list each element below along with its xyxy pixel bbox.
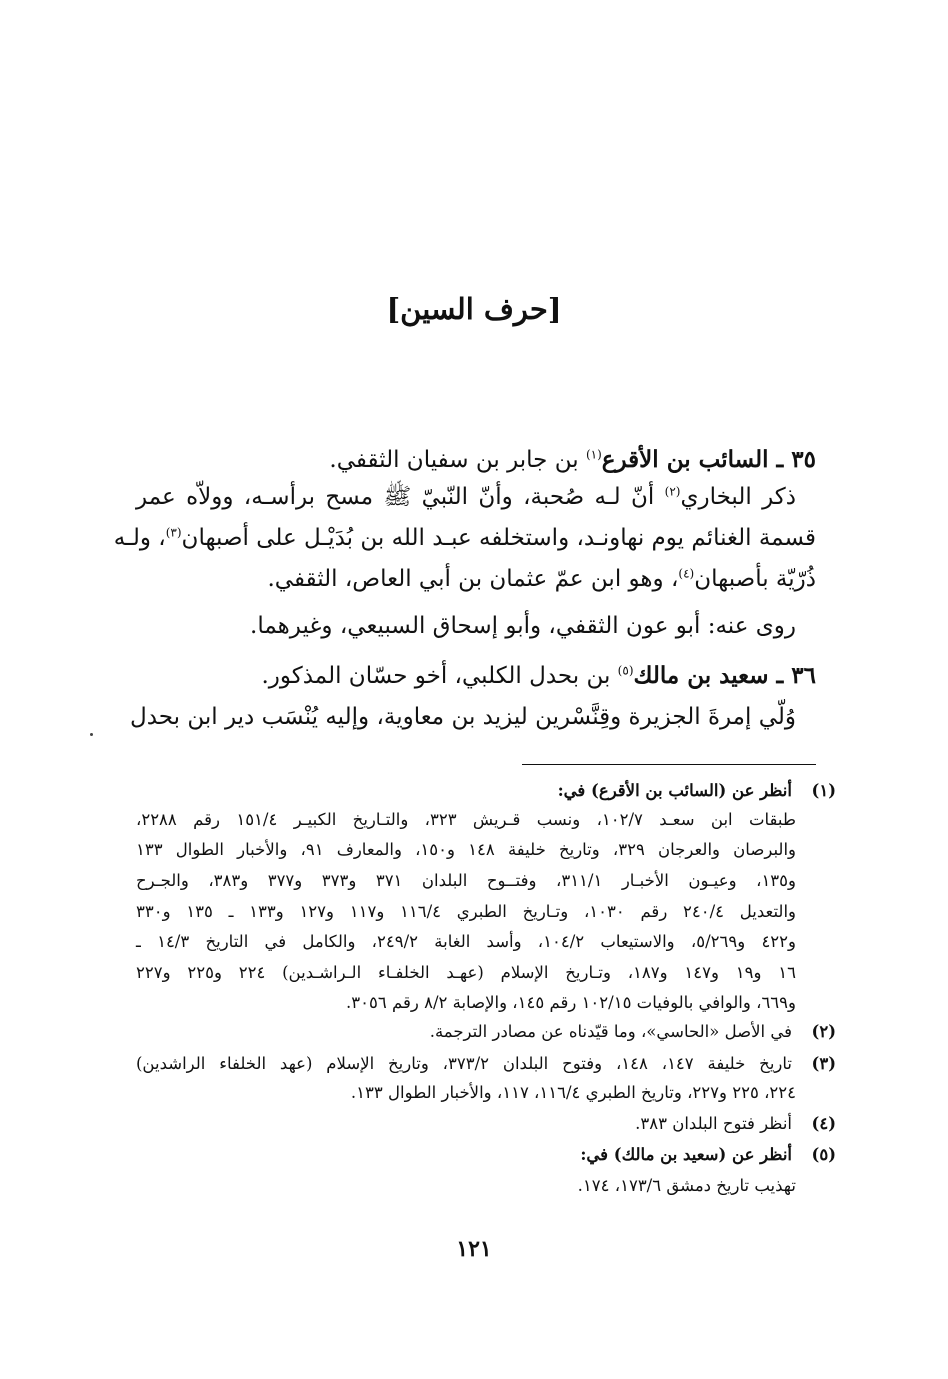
footnote-number: (٢) <box>811 1022 836 1041</box>
entry-35-lineage: بن جابر بن سفيان الثقفي. <box>329 447 586 473</box>
entry-35-text: ، ولـه <box>113 525 166 551</box>
entry-36-heading-line <box>136 656 816 696</box>
entry-35-narrators: روى عنه: أبو عون الثقفي، وأبو إسحاق السبيعي، وغيرهما. <box>250 613 796 639</box>
footnote-1-line: طبقات ابن سعـد ١٠٢/٧، ونسب قـريش ٣٢٣، والتـاريخ الكبيـر ١٥١/٤ رقم ٢٢٨٨، <box>136 810 797 829</box>
footnote-1-line: والبرصان والعرجان ٣٢٩، وتاريخ خليفة ١٤٨ و١٥٠، والمعارف ٩١، والأخبار الطوال ١٣٣ <box>136 840 796 859</box>
footnote-4 <box>136 1109 836 1138</box>
footnote-1-line: والتعديل ٢٤٠/٤ رقم ١٠٣٠، وتـاريخ الطبري ١١٦/٤ و١١٧ و١٢٧ و١٣٣ ـ ١٣٥ و٣٣٠ <box>136 902 797 921</box>
entry-35-line-3 <box>113 518 816 558</box>
footnote-number: (٣) <box>811 1054 837 1073</box>
section-title: [حرف السين] <box>386 292 562 326</box>
entry-35-text: ، وهو ابن عمّ عثمان بن أبي العاص، الثقفي. <box>267 566 679 592</box>
footnote-1 <box>136 776 836 805</box>
footnote-number: (١) <box>811 781 836 800</box>
footnote-text: أنظر عن (سعيد بن مالك) في: <box>580 1145 792 1164</box>
footnote-number: (٥) <box>811 1145 836 1164</box>
entry-35-text: قسمة الغنائم يوم نهاونـد، واستخلفه عبـد الله بن بُدَيْـل على أصبهان <box>181 525 816 551</box>
footnote-1-line: و١٣٥، وعيـون الأخبـار ٣١١/١، وفتــوح البلدان ٣٧١ و٣٧٣ و٣٧٧ و٣٨٣، والجـرح <box>136 871 796 890</box>
entry-35-heading: ٣٥ ـ السائب بن الأقرع <box>601 446 816 473</box>
footnote-ref-2[interactable]: (٢) <box>664 484 681 499</box>
scan-speck <box>90 733 93 736</box>
footnote-1-line: ١٦ و١٩ و١٤٧ و١٨٧، وتـاريخ الإسلام (عهـد الخلفـاء الـراشـدين) ٢٢٤ و٢٢٥ و٢٢٧ <box>136 963 796 982</box>
entry-36-lineage: بن بحدل الكلبي، أخو حسّان المذكور. <box>261 663 618 689</box>
footnote-number: (٤) <box>811 1114 836 1133</box>
entry-35-text: ذكر البخاري <box>680 484 796 510</box>
entry-35-text: أنّ لـه صُحبة، وأنّ النّبيّ ﷺ مسح برأسـه، وولاّه عمر <box>136 484 665 510</box>
footnote-ref-4[interactable]: (٤) <box>678 566 695 581</box>
footnote-3 <box>136 1049 836 1078</box>
entry-35-text: ذُرّيّة بأصبهان <box>694 566 816 592</box>
footnote-5-line: تهذيب تاريخ دمشق ١٧٣/٦، ١٧٤. <box>577 1176 796 1195</box>
entry-36-heading: ٣٦ ـ سعيد بن مالك <box>633 662 816 689</box>
footnote-ref-1[interactable]: (١) <box>585 447 602 462</box>
footnote-1-line: و٦٦٩، والوافي بالوفيات ١٠٢/١٥ رقم ١٤٥، والإصابة ٨/٢ رقم ٣٠٥٦. <box>346 993 796 1012</box>
footnote-1-line: و٤٢٢ و٥/٢٦٩، والاستيعاب ١٠٤/٢، وأسد الغابة ٢٤٩/٢، والكامل في التاريخ ١٤/٣ ـ <box>136 932 796 951</box>
page-number: ١٢١ <box>456 1236 492 1262</box>
footnote-2 <box>136 1017 836 1046</box>
footnote-ref-5[interactable]: (٥) <box>617 663 634 678</box>
footnote-text: في الأصل «الحاسي»، وما قيّدناه عن مصادر الترجمة. <box>429 1022 792 1041</box>
footnote-3-line: ٢٢٤، ٢٢٥ و٢٢٧، وتاريخ الطبري ١١٦/٤، ١١٧، والأخبار الطوال ١٣٣. <box>350 1083 796 1102</box>
entry-35-line-4 <box>136 559 816 599</box>
footnote-separator <box>522 764 816 765</box>
footnote-text: أنظر عن (السائب بن الأقرع) في: <box>557 781 792 800</box>
footnote-text: تاريخ خليفة ١٤٧، ١٤٨، وفتوح البلدان ٣٧٣/٢، وتاريخ الإسلام (عهد الخلفاء الراشدين) <box>136 1054 793 1073</box>
entry-35-line-2 <box>136 477 796 517</box>
entry-35-heading-line <box>136 440 816 480</box>
footnote-text: أنظر فتوح البلدان ٣٨٣. <box>635 1114 792 1133</box>
footnote-5 <box>136 1140 836 1169</box>
entry-36-line-2: وُلّي إمرةَ الجزيرة وقِنَّسْرين ليزيد بن معاوية، وإليه يُنْسَب دير ابن بحدل <box>130 704 796 730</box>
footnote-ref-3[interactable]: (٣) <box>165 525 182 540</box>
